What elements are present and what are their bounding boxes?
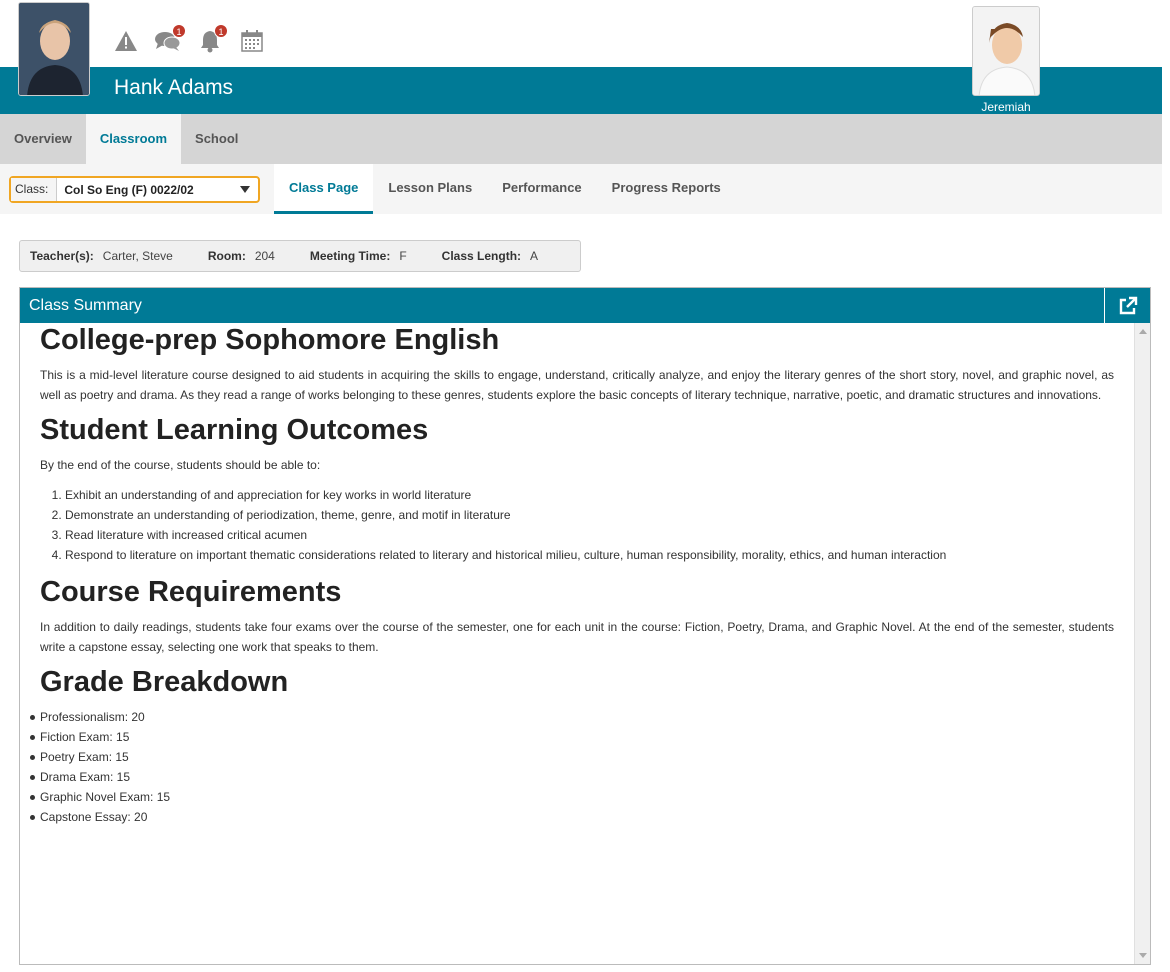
tab-overview[interactable]: Overview <box>14 131 72 146</box>
teacher-value: Carter, Steve <box>102 249 173 263</box>
class-toolbar <box>0 164 1162 214</box>
list-item: • Fiction Exam: 15 <box>40 727 1114 747</box>
student-name: Hank Adams <box>114 76 234 99</box>
chevron-down-icon <box>240 186 250 193</box>
list-item: • Professionalism: 20 <box>40 707 1114 727</box>
list-item: • Graphic Novel Exam: 15 <box>40 787 1114 807</box>
messages-button[interactable] <box>154 28 182 54</box>
external-link-icon <box>1118 296 1138 316</box>
class-select-label: Class: <box>11 178 57 201</box>
class-summary-panel <box>19 287 1151 965</box>
sibling-switcher[interactable] <box>972 6 1040 114</box>
messages-badge: 1 <box>172 24 186 38</box>
notifications-badge: 1 <box>214 24 228 38</box>
panel-title: Class Summary <box>29 296 142 314</box>
class-length-key: Class Length: <box>441 249 522 263</box>
list-item: • Drama Exam: 15 <box>40 767 1114 787</box>
list-item: • Capstone Essay: 20 <box>40 807 1114 827</box>
sibling-avatar[interactable] <box>972 6 1040 96</box>
class-select[interactable] <box>9 176 260 203</box>
course-description: This is a mid-level literature course designed to aid students in acquiring the skills to engage, understand, critically analyze, and enjoy the literary genres of the short story, novel, and graphic novel, as well as poetry and drama. As they read a range of works belonging to these genres, students explore the basic concepts of literary technique, narrative, poetic, and dramatic structures and innovations. <box>40 368 1114 402</box>
course-title: College-prep Sophomore English <box>40 324 500 356</box>
class-select-value: Col So Eng (F) 0022/02 <box>64 182 194 197</box>
grade-heading: Grade Breakdown <box>40 666 289 698</box>
list-item: 3. Read literature with increased critical acumen <box>65 525 1114 545</box>
panel-header <box>20 288 1150 323</box>
panel-content <box>20 323 1134 964</box>
list-item: 4. Respond to literature on important thematic considerations related to literary and historical milieu, culture, human responsibility, morality, ethics, and human interaction <box>65 545 1114 565</box>
panel-scrollbar[interactable] <box>1134 323 1150 964</box>
requirements-heading: Course Requirements <box>40 576 342 608</box>
scroll-down-icon[interactable] <box>1139 953 1147 958</box>
notifications-button[interactable] <box>196 28 224 54</box>
outcomes-heading: Student Learning Outcomes <box>40 414 429 446</box>
student-avatar[interactable] <box>18 2 90 96</box>
room-key: Room: <box>207 249 246 263</box>
primary-tabs <box>0 114 1162 164</box>
list-item: 1. Exhibit an understanding of and appreciation for key works in world literature <box>65 485 1114 505</box>
warning-icon[interactable] <box>112 28 140 54</box>
outcomes-intro: By the end of the course, students should be able to: <box>40 458 321 472</box>
requirements-text: In addition to daily readings, students take four exams over the course of the semester, one for each unit in the course: Fiction, Poetry, Drama, and Graphic Novel. At the end of the semester, students write a capstone essay, selecting one work that speaks to them. <box>40 620 1114 654</box>
class-length-value: A <box>530 249 539 263</box>
grade-list <box>40 707 1114 827</box>
popout-button[interactable] <box>1104 288 1150 323</box>
meeting-time-value: F <box>399 249 407 263</box>
tab-school[interactable]: School <box>195 131 239 146</box>
class-tabs <box>274 164 736 214</box>
header-icons <box>112 28 266 54</box>
scroll-up-icon[interactable] <box>1139 329 1147 334</box>
tab-performance[interactable]: Performance <box>502 180 582 195</box>
outcomes-list <box>40 485 1114 565</box>
room-value: 204 <box>254 249 275 263</box>
list-item: • Poetry Exam: 15 <box>40 747 1114 767</box>
calendar-icon[interactable] <box>238 28 266 54</box>
meeting-time-key: Meeting Time: <box>309 249 391 263</box>
sibling-name: Jeremiah <box>981 100 1031 114</box>
tab-progress-reports[interactable]: Progress Reports <box>611 180 721 195</box>
tab-classroom[interactable]: Classroom <box>86 114 181 164</box>
teacher-key: Teacher(s): <box>30 249 94 263</box>
class-info-bar <box>19 240 581 272</box>
tab-lesson-plans[interactable]: Lesson Plans <box>388 180 473 195</box>
list-item: 2. Demonstrate an understanding of periodization, theme, genre, and motif in literature <box>65 505 1114 525</box>
tab-class-page[interactable]: Class Page <box>274 164 373 214</box>
